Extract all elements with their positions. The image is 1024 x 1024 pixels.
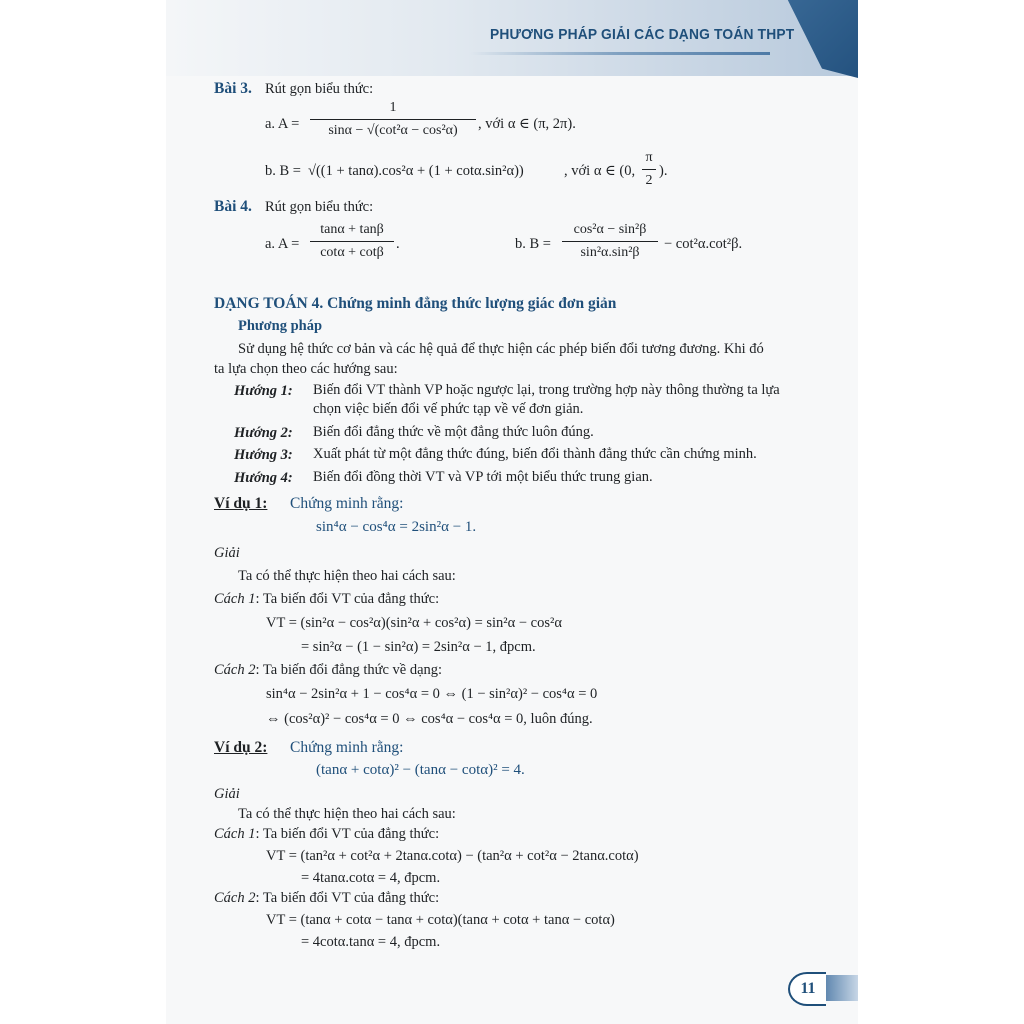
bai3-prompt: Rút gọn biểu thức: xyxy=(265,81,374,97)
huong1-line2: chọn việc biến đổi vế phức tạp về vế đơn giản. xyxy=(313,401,584,417)
bai4-b-denominator: sin²α.sin²β xyxy=(580,245,640,260)
vd1-cach2-line xyxy=(214,662,442,679)
fraction-bar xyxy=(310,241,394,242)
bai3-a-numerator: 1 xyxy=(389,100,397,115)
vd2-intro: Ta có thể thực hiện theo hai cách sau: xyxy=(238,806,456,822)
vd2-cach1-label: Cách 1 xyxy=(214,826,256,842)
huong4-line1: Biến đổi đồng thời VT và VP tới một biểu thức trung gian. xyxy=(313,469,653,485)
bai4-b-numerator: cos²α − sin²β xyxy=(573,222,647,237)
vd2-cach2-text: : Ta biến đổi VT của đẳng thức: xyxy=(255,890,440,906)
bai3-a-denominator: sinα − √(cot²α − cos²α) xyxy=(328,123,458,138)
header-underline xyxy=(470,52,770,55)
bai4-prompt: Rút gọn biểu thức: xyxy=(265,199,374,215)
vd2-label: Ví dụ 2: xyxy=(214,739,268,756)
bai4-b-end: − cot²α.cot²β. xyxy=(664,236,743,252)
bai3-b-condition-end: ). xyxy=(659,163,668,179)
vd2-prompt: Chứng minh rằng: xyxy=(290,739,404,756)
vd1-prompt: Chứng minh rằng: xyxy=(290,495,404,512)
vd2-cach1-line xyxy=(214,826,439,843)
bai3-label: Bài 3. xyxy=(214,80,252,97)
huong2-label: Hướng 2: xyxy=(234,425,293,441)
vd2-formula: (tanα + cotα)² − (tanα − cotα)² = 4. xyxy=(316,762,525,778)
page-number: 11 xyxy=(788,972,826,1006)
vd2-cach2-eq1: VT = (tanα + cotα − tanα + cotα)(tanα + cotα + tanα − cotα) xyxy=(266,912,615,928)
vd1-label: Ví dụ 1: xyxy=(214,495,268,512)
bleed-through-text xyxy=(166,0,858,1024)
method-intro-line2: ta lựa chọn theo các hướng sau: xyxy=(214,361,398,377)
vd1-intro: Ta có thể thực hiện theo hai cách sau: xyxy=(238,568,456,584)
fraction-bar xyxy=(562,241,658,242)
bai3-a-prefix: a. A = xyxy=(265,116,300,132)
vd1-cach1-line xyxy=(214,591,439,608)
bai4-b-fraction xyxy=(562,222,658,261)
vd2-giai: Giải xyxy=(214,786,240,802)
method-intro-line1: Sử dụng hệ thức cơ bản và các hệ quả để thực hiện các phép biến đổi tương đương. Khi đó xyxy=(238,341,764,357)
vd1-cach1-text: : Ta biến đổi VT của đẳng thức: xyxy=(255,591,440,607)
vd1-cach2-text: : Ta biến đổi đẳng thức về dạng: xyxy=(255,662,443,678)
bai4-a-numerator: tanα + tanβ xyxy=(320,222,384,237)
bai4-b-prefix: b. B = xyxy=(515,236,551,252)
bai3-a-fraction xyxy=(310,100,476,139)
bai4-a-fraction xyxy=(310,222,394,261)
header-title: PHƯƠNG PHÁP GIẢI CÁC DẠNG TOÁN THPT xyxy=(490,26,795,43)
vd1-cach1-eq2: = sin²α − (1 − sin²α) = 2sin²α − 1, đpcm. xyxy=(301,639,536,655)
huong1-label: Hướng 1: xyxy=(234,383,293,399)
vd1-cach2-eq2: ⇔ (cos²α)² − cos⁴α = 0 ⇔ cos⁴α − cos⁴α = 0, luôn đúng. xyxy=(266,711,593,727)
vd2-cach2-label: Cách 2 xyxy=(214,890,256,906)
huong2-line1: Biến đổi đẳng thức về một đẳng thức luôn đúng. xyxy=(313,424,594,440)
huong3-label: Hướng 3: xyxy=(234,447,293,463)
vd2-cach1-eq2: = 4tanα.cotα = 4, đpcm. xyxy=(301,870,441,886)
bai3-b-expression: √((1 + tanα).cos²α + (1 + cotα.sin²α)) xyxy=(308,163,524,179)
bai4-a-prefix: a. A = xyxy=(265,236,300,252)
pi-denominator: 2 xyxy=(645,173,653,188)
vd2-cach1-eq1: VT = (tan²α + cot²α + 2tanα.cotα) − (tan²α + cot²α − 2tanα.cotα) xyxy=(266,848,639,864)
vd1-giai: Giải xyxy=(214,545,240,561)
bai4-a-denominator: cotα + cotβ xyxy=(320,245,384,260)
vd2-cach1-text: : Ta biến đổi VT của đẳng thức: xyxy=(255,826,440,842)
vd2-cach2-line xyxy=(214,890,439,907)
bai4-a-end: . xyxy=(396,236,400,252)
vd1-cach2-label: Cách 2 xyxy=(214,662,256,678)
bai3-a-condition: , với α ∈ (π, 2π). xyxy=(478,116,576,132)
fraction-bar xyxy=(310,119,476,120)
section-title: DẠNG TOÁN 4. Chứng minh đẳng thức lượng giác đơn giản xyxy=(214,295,617,312)
pi-numerator: π xyxy=(645,150,653,165)
vd1-cach2-eq1: sin⁴α − 2sin²α + 1 − cos⁴α = 0 ⇔ (1 − sin²α)² − cos⁴α = 0 xyxy=(266,686,598,702)
bai3-b-prefix: b. B = xyxy=(265,163,301,179)
bai3-b-condition: , với α ∈ (0, xyxy=(564,163,636,179)
vd1-cach1-label: Cách 1 xyxy=(214,591,256,607)
vd1-cach1-eq1: VT = (sin²α − cos²α)(sin²α + cos²α) = sin²α − cos²α xyxy=(266,615,562,631)
bai4-label: Bài 4. xyxy=(214,198,252,215)
vd2-cach2-eq2: = 4cotα.tanα = 4, đpcm. xyxy=(301,934,441,950)
method-heading: Phương pháp xyxy=(238,318,323,334)
huong4-label: Hướng 4: xyxy=(234,470,293,486)
huong3-line1: Xuất phát từ một đẳng thức đúng, biến đổi thành đẳng thức cần chứng minh. xyxy=(313,446,757,462)
book-page xyxy=(166,0,858,1024)
huong1-line1: Biến đổi VT thành VP hoặc ngược lại, trong trường hợp này thông thường ta lựa xyxy=(313,382,780,398)
bai3-b-pi-fraction xyxy=(642,150,656,189)
vd1-formula: sin⁴α − cos⁴α = 2sin²α − 1. xyxy=(316,519,477,535)
fraction-bar xyxy=(642,169,656,170)
